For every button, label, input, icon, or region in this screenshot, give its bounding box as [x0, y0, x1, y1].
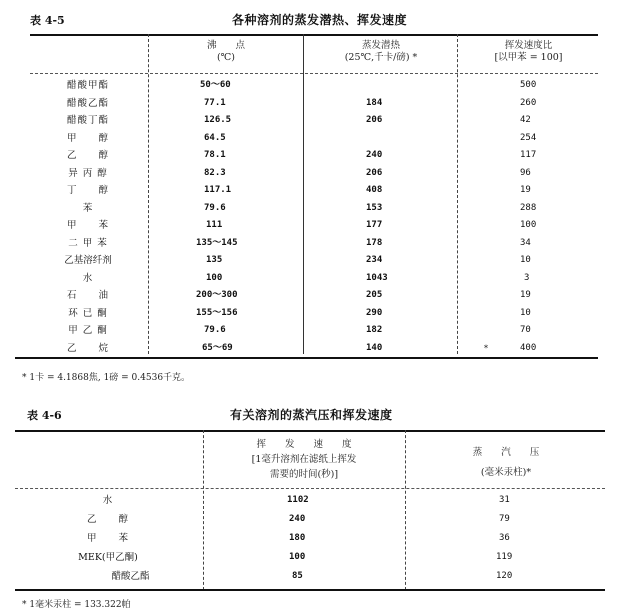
latent-heat: 153	[366, 202, 383, 213]
table-4-6-header-vapor-pressure	[407, 443, 605, 483]
table-4-5-header-volatility	[459, 40, 598, 64]
table-4-6-header-evaporation	[205, 437, 403, 482]
solvent-name: 乙 烷	[66, 342, 109, 354]
table-4-6-col-divider	[203, 430, 204, 590]
boiling-point: 78.1	[204, 150, 226, 160]
table-row	[0, 182, 641, 199]
volatility-ratio: 19	[520, 290, 531, 300]
boiling-point: 64.5	[204, 132, 226, 143]
table-row	[0, 95, 641, 112]
table-row	[0, 492, 641, 509]
header-line: (℃)	[216, 52, 236, 63]
asterisk-mark: *	[484, 343, 488, 353]
table-row	[0, 147, 641, 164]
table-4-5-bottom-rule	[15, 357, 598, 359]
evaporation-time: 180	[289, 533, 306, 543]
volatility-ratio: 96	[520, 167, 531, 178]
solvent-name: 乙基溶纤剂	[64, 255, 112, 266]
table-row	[0, 340, 641, 357]
table-row	[0, 77, 641, 94]
boiling-point: 135～145	[196, 237, 238, 248]
volatility-ratio: 288	[520, 202, 537, 213]
table-row	[0, 165, 641, 182]
solvent-name: MEK(甲乙酮)	[78, 552, 138, 563]
solvent-name: 甲 苯	[86, 533, 129, 544]
volatility-ratio: 34	[520, 237, 531, 248]
latent-heat: 408	[366, 185, 383, 195]
boiling-point: 100	[206, 272, 223, 283]
latent-heat: 184	[366, 97, 383, 108]
table-4-6-header-rule	[15, 488, 605, 489]
solvent-name: 丁 醇	[66, 185, 109, 196]
table-4-5-footnote: * 1卡 = 4.1868焦, 1磅 = 0.4536千克。	[22, 373, 191, 383]
boiling-point: 79.6	[204, 325, 226, 335]
header-line: [以甲苯 = 100]	[494, 52, 563, 63]
volatility-ratio: 254	[520, 132, 537, 143]
boiling-point: 117.1	[204, 185, 232, 195]
latent-heat: 205	[366, 290, 383, 300]
evaporation-time: 1102	[287, 495, 309, 505]
table-row	[0, 549, 641, 566]
volatility-ratio: 117	[520, 150, 537, 160]
volatility-ratio: 70	[520, 325, 531, 335]
table-4-5-number: 表 4-5	[30, 14, 65, 27]
table-row	[0, 530, 641, 547]
latent-heat: 182	[366, 325, 383, 335]
latent-heat: 240	[366, 150, 383, 160]
boiling-point: 79.6	[204, 202, 226, 213]
table-4-5-title: 各种溶剂的蒸发潜热、挥发速度	[232, 13, 408, 27]
solvent-name: 醋酸甲酯	[66, 80, 109, 91]
table-row	[0, 287, 641, 304]
boiling-point: 82.3	[204, 167, 226, 178]
volatility-ratio: 500	[520, 80, 537, 90]
solvent-name: 乙 醇	[86, 514, 129, 525]
table-row	[0, 305, 641, 322]
boiling-point: 111	[206, 220, 223, 230]
table-4-5-header-boiling-point	[150, 40, 302, 64]
volatility-ratio: 260	[520, 97, 537, 108]
solvent-name: 醋酸丁酯	[66, 115, 109, 126]
solvent-name: 醋酸乙酯	[111, 571, 150, 582]
header-line: 挥发速度比	[504, 40, 553, 51]
table-4-5-top-rule	[30, 34, 598, 36]
table-row	[0, 217, 641, 234]
table-4-6-top-rule	[15, 430, 605, 432]
vapor-pressure: 79	[499, 514, 510, 524]
vapor-pressure: 31	[499, 495, 510, 505]
solvent-name: 异 丙 醇	[68, 167, 108, 179]
header-line: 挥 发 速 度	[256, 439, 352, 450]
vapor-pressure: 36	[499, 533, 510, 543]
header-line: 沸 点	[206, 40, 245, 51]
solvent-name: 甲 苯	[66, 220, 109, 231]
boiling-point: 65～69	[202, 342, 233, 353]
table-row	[0, 511, 641, 528]
table-row	[0, 568, 641, 585]
latent-heat: 140	[366, 342, 383, 353]
solvent-name: 二 甲 苯	[68, 237, 108, 249]
header-line: (毫米汞柱)*	[480, 467, 532, 478]
solvent-name: 环 已 酮	[68, 307, 108, 319]
solvent-name: 水	[102, 495, 114, 506]
table-4-5-header-rule	[30, 73, 598, 74]
header-line: 蒸 汽 压	[472, 447, 540, 458]
table-row	[0, 252, 641, 269]
boiling-point: 155～156	[196, 307, 238, 318]
table-row	[0, 270, 641, 287]
table-row	[0, 235, 641, 252]
vapor-pressure: 120	[496, 571, 513, 581]
table-4-6-footnote: * 1毫米汞柱 = 133.322帕	[22, 600, 131, 610]
table-row	[0, 130, 641, 147]
table-row	[0, 200, 641, 217]
vapor-pressure: 119	[496, 552, 513, 562]
solvent-name: 甲 乙 酮	[68, 325, 108, 336]
latent-heat: 1043	[366, 272, 388, 283]
volatility-ratio: 19	[520, 185, 531, 195]
boiling-point: 77.1	[204, 97, 226, 108]
boiling-point: 126.5	[204, 115, 232, 125]
header-line: 需要的时间(秒)]	[269, 469, 339, 480]
solvent-name: 甲 醇	[66, 132, 109, 144]
volatility-ratio: 10	[520, 255, 531, 265]
header-line: 蒸发潜热	[361, 40, 400, 51]
boiling-point: 200～300	[196, 290, 238, 300]
table-4-6-title: 有关溶剂的蒸汽压和挥发速度	[230, 408, 393, 422]
header-line: [1毫升溶剂在滤纸上挥发	[251, 454, 357, 465]
latent-heat: 206	[366, 115, 383, 125]
latent-heat: 206	[366, 167, 383, 178]
volatility-ratio: 400	[520, 342, 537, 353]
table-row	[0, 322, 641, 339]
solvent-name: 苯	[82, 202, 94, 214]
boiling-point: 50～60	[200, 80, 231, 90]
volatility-ratio: 3	[524, 272, 530, 283]
solvent-name: 石 油	[66, 290, 109, 301]
volatility-ratio: 42	[520, 115, 531, 125]
latent-heat: 290	[366, 307, 383, 318]
evaporation-time: 85	[292, 571, 303, 581]
evaporation-time: 240	[289, 514, 306, 524]
latent-heat: 177	[366, 220, 383, 230]
volatility-ratio: 10	[520, 307, 531, 318]
latent-heat: 234	[366, 255, 383, 265]
boiling-point: 135	[206, 255, 223, 265]
header-line: (25℃,千卡/磅) *	[344, 52, 418, 63]
latent-heat: 178	[366, 237, 383, 248]
table-4-5-header-latent-heat	[305, 40, 457, 64]
table-row	[0, 112, 641, 129]
solvent-name: 水	[82, 272, 94, 284]
table-4-6-col-divider	[405, 430, 406, 590]
volatility-ratio: 100	[520, 220, 537, 230]
table-4-6-number: 表 4-6	[27, 409, 62, 422]
solvent-name: 醋酸乙酯	[66, 97, 109, 109]
table-4-6-bottom-rule	[15, 589, 605, 591]
evaporation-time: 100	[289, 552, 306, 562]
solvent-name: 乙 醇	[66, 150, 109, 161]
